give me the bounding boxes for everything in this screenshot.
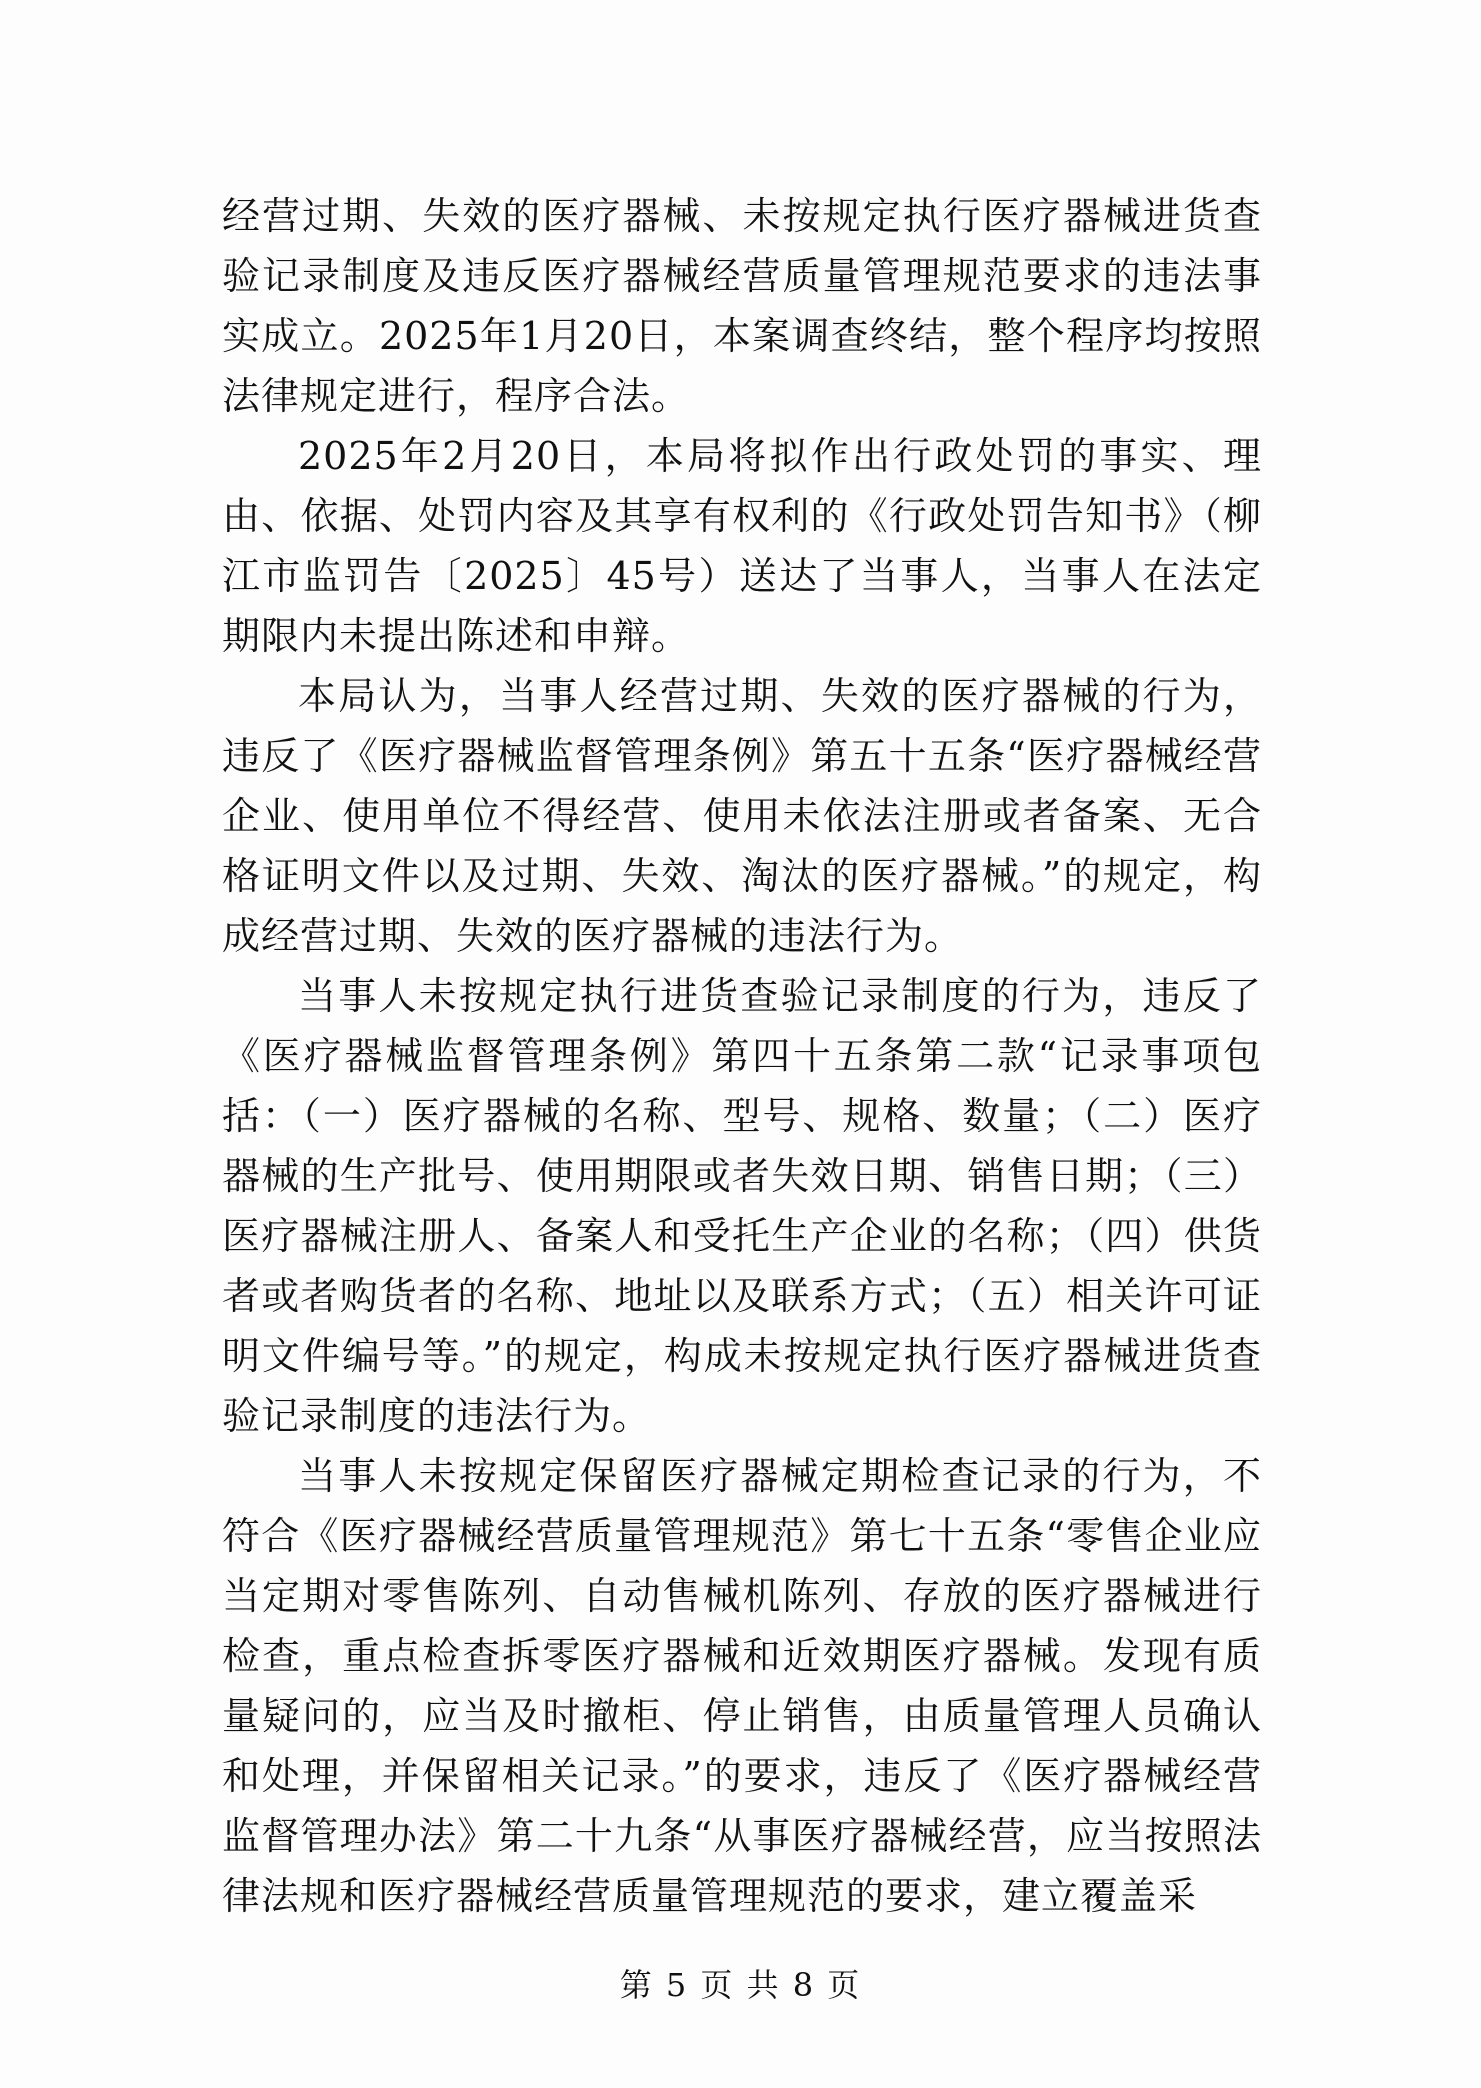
paragraph-periodic-check: 当事人未按规定保留医疗器械定期检查记录的行为，不符合《医疗器械经营质量管理规范》第七十五条“零售企业应当定期对零售陈列、自动售械机陈列、存放的医疗器械进行检查，重点检查拆零医疗器械和近效期医疗器械。发现有质量疑问的，应当及时撤柜、停止销售，由质量管理人员确认和处理，并保留相关记录。”的要求，违反了《医疗器械经营监督管理办法》第二十九条“从事医疗器械经营，应当按照法律法规和医疗器械经营质量管理规范的要求，建立覆盖采 (222, 1454, 1262, 1918)
document-body (222, 186, 1262, 1926)
paragraph-inspection-records: 当事人未按规定执行进货查验记录制度的行为，违反了《医疗器械监督管理条例》第四十五条第二款“记录事项包括：（一）医疗器械的名称、型号、规格、数量；（二）医疗器械的生产批号、使用期限或者失效日期、销售日期；（三）医疗器械注册人、备案人和受托生产企业的名称；（四）供货者或者购货者的名称、地址以及联系方式；（五）相关许可证明文件编号等。”的规定，构成未按规定执行医疗器械进货查验记录制度的违法行为。 (222, 974, 1262, 1438)
page-footer: 第 5 页 共 8 页 (619, 1966, 862, 2004)
paragraph-continuation: 经营过期、失效的医疗器械、未按规定执行医疗器械进货查验记录制度及违反医疗器械经营质量管理规范要求的违法事实成立。2025年1月20日，本案调查终结，整个程序均按照法律规定进行，程序合法。 (222, 194, 1262, 418)
paragraph-expired-devices: 本局认为，当事人经营过期、失效的医疗器械的行为，违反了《医疗器械监督管理条例》第五十五条“医疗器械经营企业、使用单位不得经营、使用未依法注册或者备案、无合格证明文件以及过期、失效、淘汰的医疗器械。”的规定，构成经营过期、失效的医疗器械的违法行为。 (222, 674, 1262, 958)
paragraph-notice-served: 2025年2月20日，本局将拟作出行政处罚的事实、理由、依据、处罚内容及其享有权利的《行政处罚告知书》（柳江市监罚告〔2025〕45号）送达了当事人，当事人在法定期限内未提出陈述和申辩。 (222, 434, 1262, 658)
